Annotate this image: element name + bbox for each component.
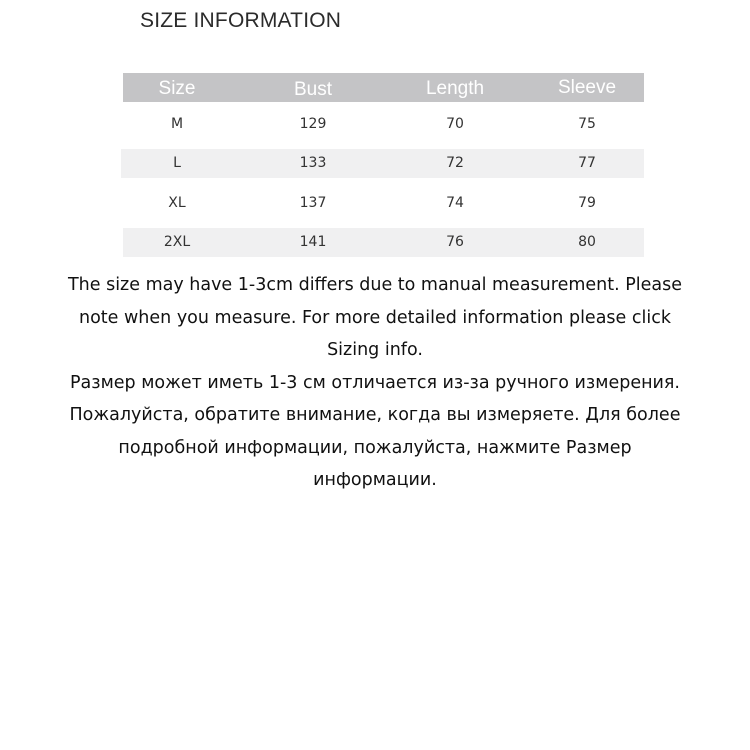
page-title: SIZE INFORMATION <box>140 9 342 32</box>
note-line-ru: Пожалуйста, обратите внимание, когда вы измеряете. Для более <box>69 405 681 425</box>
table-row-band <box>121 149 644 178</box>
cell-sleeve: 75 <box>578 116 596 132</box>
cell-size: 2XL <box>163 234 191 250</box>
header-sleeve: Sleeve <box>557 77 617 98</box>
cell-length: 72 <box>446 155 464 171</box>
cell-bust: 129 <box>299 116 327 132</box>
cell-size: M <box>170 116 184 132</box>
note-line-en: note when you measure. For more detailed information please click <box>79 307 671 328</box>
cell-bust: 133 <box>299 155 327 171</box>
cell-bust: 141 <box>299 234 327 250</box>
note-line-ru: информации. <box>313 470 437 490</box>
cell-size: L <box>173 155 181 171</box>
cell-sleeve: 77 <box>578 155 596 171</box>
cell-length: 76 <box>446 234 464 250</box>
cell-size: XL <box>168 195 186 211</box>
cell-sleeve: 79 <box>578 195 596 211</box>
table-row-band <box>123 228 644 257</box>
header-bust: Bust <box>293 79 333 100</box>
note-line-ru: Размер может иметь 1-3 см отличается из-за ручного измерения. <box>70 372 680 393</box>
note-line-en: The size may have 1-3cm differs due to manual measurement. Please <box>67 275 683 295</box>
header-size: Size <box>158 78 196 99</box>
size-note <box>40 269 710 497</box>
note-line-en: Sizing info. <box>327 340 423 360</box>
cell-bust: 137 <box>299 195 327 211</box>
cell-length: 74 <box>446 195 464 211</box>
size-table <box>0 0 750 260</box>
note-line-ru: подробной информации, пожалуйста, нажмите Размер <box>118 437 632 458</box>
cell-sleeve: 80 <box>578 234 596 250</box>
cell-length: 70 <box>446 116 464 132</box>
header-length: Length <box>425 78 485 99</box>
